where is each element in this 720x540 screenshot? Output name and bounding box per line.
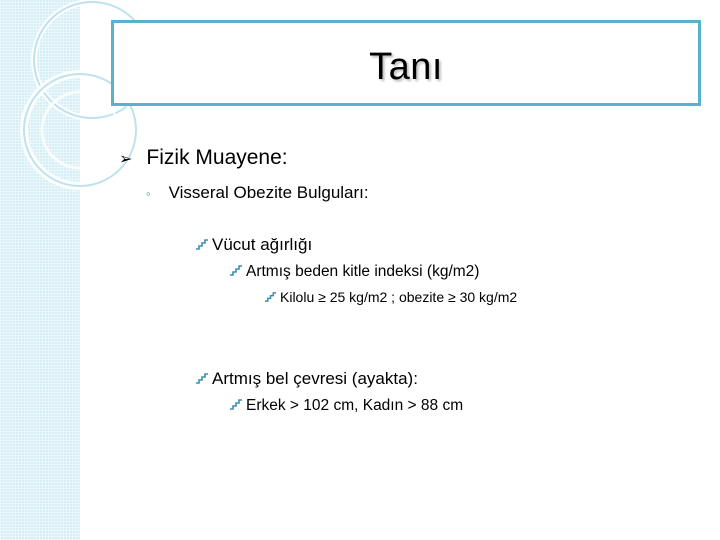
stair-bullet-icon [229, 398, 244, 410]
bullet-item-beden-kitle-indeksi [229, 263, 479, 281]
stair-bullet-icon [264, 291, 278, 302]
bullet-item-vucut-agirligi [195, 235, 312, 255]
slide-title: Tanı [369, 46, 443, 88]
bullet-item-kilolu-obezite [264, 289, 517, 305]
arrow-bullet-icon: ➢ [119, 151, 133, 168]
bullet-text: Visseral Obezite Bulguları: [168, 183, 369, 202]
bullet-text: Vücut ağırlığı [212, 235, 313, 254]
circle-bullet-icon: ◦ [146, 186, 151, 201]
bullet-text: Fizik Muayene: [146, 146, 288, 169]
bullet-text: Artmış beden kitle indeksi (kg/m2) [246, 263, 480, 280]
stair-bullet-icon [195, 372, 210, 384]
bullet-item-erkek-kadin [229, 397, 463, 415]
bullet-text: Artmış bel çevresi (ayakta): [212, 369, 418, 388]
bullet-item-visseral-obezite [146, 183, 369, 203]
title-box [111, 20, 701, 106]
bullet-item-fizik-muayene [119, 146, 288, 170]
bullet-text: Kilolu ≥ 25 kg/m2 ; obezite ≥ 30 kg/m2 [280, 289, 518, 305]
stair-bullet-icon [229, 264, 244, 276]
bullet-text: Erkek > 102 cm, Kadın > 88 cm [246, 397, 464, 414]
bullet-item-bel-cevresi [195, 369, 418, 389]
stair-bullet-icon [195, 238, 210, 250]
